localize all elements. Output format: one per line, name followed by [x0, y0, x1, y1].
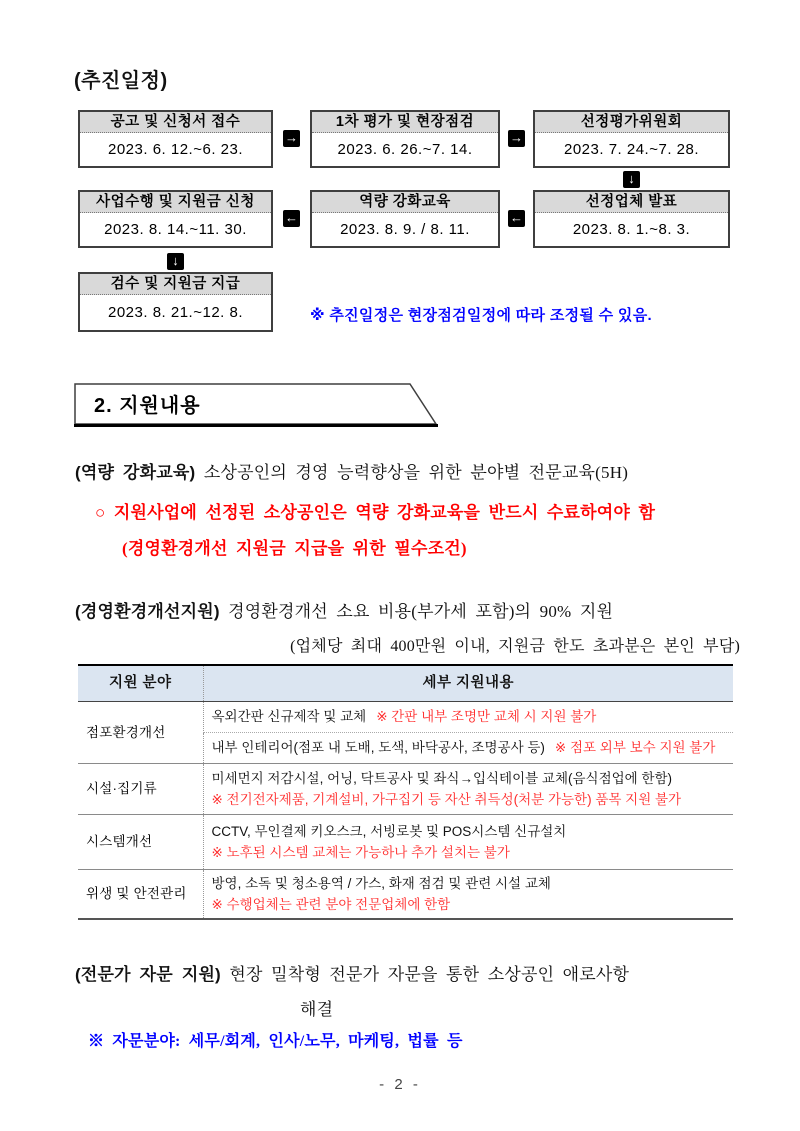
- flow-box-date: 2023. 6. 12.~6. 23.: [107, 141, 244, 158]
- flow-box-apply: [78, 110, 273, 168]
- detail-note: ※ 간판 내부 조명만 교체 시 지원 불가: [376, 709, 597, 724]
- flow-box-payment: [78, 272, 273, 332]
- detail-note: ※ 전기전자제품, 기계설비, 가구집기 등 자산 취득성(처분 가능한) 품목 지원 불가: [211, 791, 682, 807]
- detail-note: ※ 점포 외부 보수 지원 불가: [554, 740, 716, 755]
- arrow-down-icon: ↓: [623, 171, 640, 188]
- expert-label: (전문가 자문 지원): [75, 965, 221, 984]
- detail-cell: [203, 814, 733, 869]
- table-header-row: [78, 665, 733, 701]
- flow-box-education: [310, 190, 500, 248]
- flow-box-announcement: [533, 190, 730, 248]
- detail-cell: [203, 701, 733, 732]
- flow-box-execution: [78, 190, 273, 248]
- table-header-category: 지원 분야: [78, 665, 203, 701]
- schedule-heading: (추진일정): [74, 70, 168, 92]
- flow-box-date: 2023. 8. 9. / 8. 11.: [340, 221, 470, 238]
- arrow-left-icon: ←: [510, 210, 523, 225]
- flow-box-date: 2023. 8. 1.~8. 3.: [572, 221, 691, 238]
- env-subtext: (업체당 최대 400만원 이내, 지원금 한도 초과분은 본인 부담): [290, 638, 740, 655]
- category-cell: 시설·집기류: [78, 763, 203, 814]
- support-table: [78, 664, 733, 920]
- table-row: [78, 763, 733, 814]
- flow-box-title: 1차 평가 및 현장점검: [312, 112, 498, 133]
- expert-text-line2: 해결: [300, 1000, 334, 1019]
- page-number: - 2 -: [379, 1076, 421, 1093]
- edu-bullet2: (경영환경개선 지원금 지급을 위한 필수조건): [122, 539, 467, 558]
- detail-text: 옥외간판 신규제작 및 교체: [211, 709, 367, 724]
- flow-box-title: 공고 및 신청서 접수: [80, 112, 271, 133]
- detail-note: ※ 수행업체는 관련 분야 전문업체에 한함: [211, 896, 451, 912]
- table-row: [78, 869, 733, 919]
- table-row: [78, 814, 733, 869]
- flow-box-title: 선정평가위원회: [535, 112, 728, 133]
- env-paragraph: [75, 597, 613, 622]
- flow-box-committee: [533, 110, 730, 168]
- flow-box-date: 2023. 6. 26.~7. 14.: [337, 141, 473, 158]
- flow-box-title: 검수 및 지원금 지급: [80, 274, 271, 295]
- detail-text: CCTV, 무인결제 키오스크, 서빙로봇 및 POS시스템 신규설치: [211, 823, 567, 839]
- section-banner: [74, 382, 446, 430]
- category-cell: 위생 및 안전관리: [78, 869, 203, 919]
- flow-box-title: 사업수행 및 지원금 신청: [80, 192, 271, 213]
- category-cell: 점포환경개선: [86, 724, 166, 740]
- detail-cell: [203, 869, 733, 919]
- flow-box-title: 역량 강화교육: [312, 192, 498, 213]
- edu-paragraph: [75, 458, 628, 483]
- schedule-note: ※ 추진일정은 현장점검일정에 따라 조정될 수 있음.: [310, 307, 652, 324]
- detail-text: 미세먼지 저감시설, 어닝, 닥트공사 및 좌식→입식테이블 교체(음식점업에 한함): [211, 770, 673, 786]
- arrow-down-icon: ↓: [167, 253, 184, 270]
- section-banner-title: 2. 지원내용: [94, 395, 201, 417]
- expert-text: 현장 밀착형 전문가 자문을 통한 소상공인 애로사항: [229, 965, 630, 984]
- detail-text: 내부 인테리어(점포 내 도배, 도색, 바닥공사, 조명공사 등): [211, 740, 545, 755]
- arrow-left-icon: ←: [285, 210, 298, 225]
- expert-note: ※ 자문분야: 세무/회계, 인사/노무, 마케팅, 법률 등: [88, 1033, 463, 1050]
- flow-box-date: 2023. 8. 14.~11. 30.: [104, 221, 247, 238]
- edu-text: 소상공인의 경영 능력향상을 위한 분야별 전문교육(5H): [203, 463, 629, 482]
- arrow-right-icon: →: [510, 130, 523, 145]
- detail-cell: [203, 763, 733, 814]
- edu-label: (역량 강화교육): [75, 463, 196, 482]
- flow-box-evaluation: [310, 110, 500, 168]
- table-header-detail: 세부 지원내용: [203, 665, 733, 701]
- category-cell: 시스템개선: [78, 814, 203, 869]
- env-label: (경영환경개선지원): [75, 602, 220, 621]
- edu-bullet: ○ 지원사업에 선정된 소상공인은 역량 강화교육을 반드시 수료하여야 함: [95, 503, 656, 522]
- detail-note: ※ 노후된 시스템 교체는 가능하나 추가 설치는 불가: [211, 844, 510, 860]
- expert-paragraph: [75, 960, 629, 985]
- flow-box-date: 2023. 7. 24.~7. 28.: [563, 141, 700, 158]
- arrow-right-icon: →: [285, 130, 298, 145]
- detail-cell: [203, 732, 733, 763]
- detail-text: 방영, 소독 및 청소용역 / 가스, 화재 점검 및 관련 시설 교체: [211, 875, 551, 891]
- env-text: 경영환경개선 소요 비용(부가세 포함)의 90% 지원: [228, 602, 614, 621]
- flow-box-title: 선정업체 발표: [535, 192, 728, 213]
- table-row: [78, 701, 733, 732]
- flow-box-date: 2023. 8. 21.~12. 8.: [107, 304, 244, 321]
